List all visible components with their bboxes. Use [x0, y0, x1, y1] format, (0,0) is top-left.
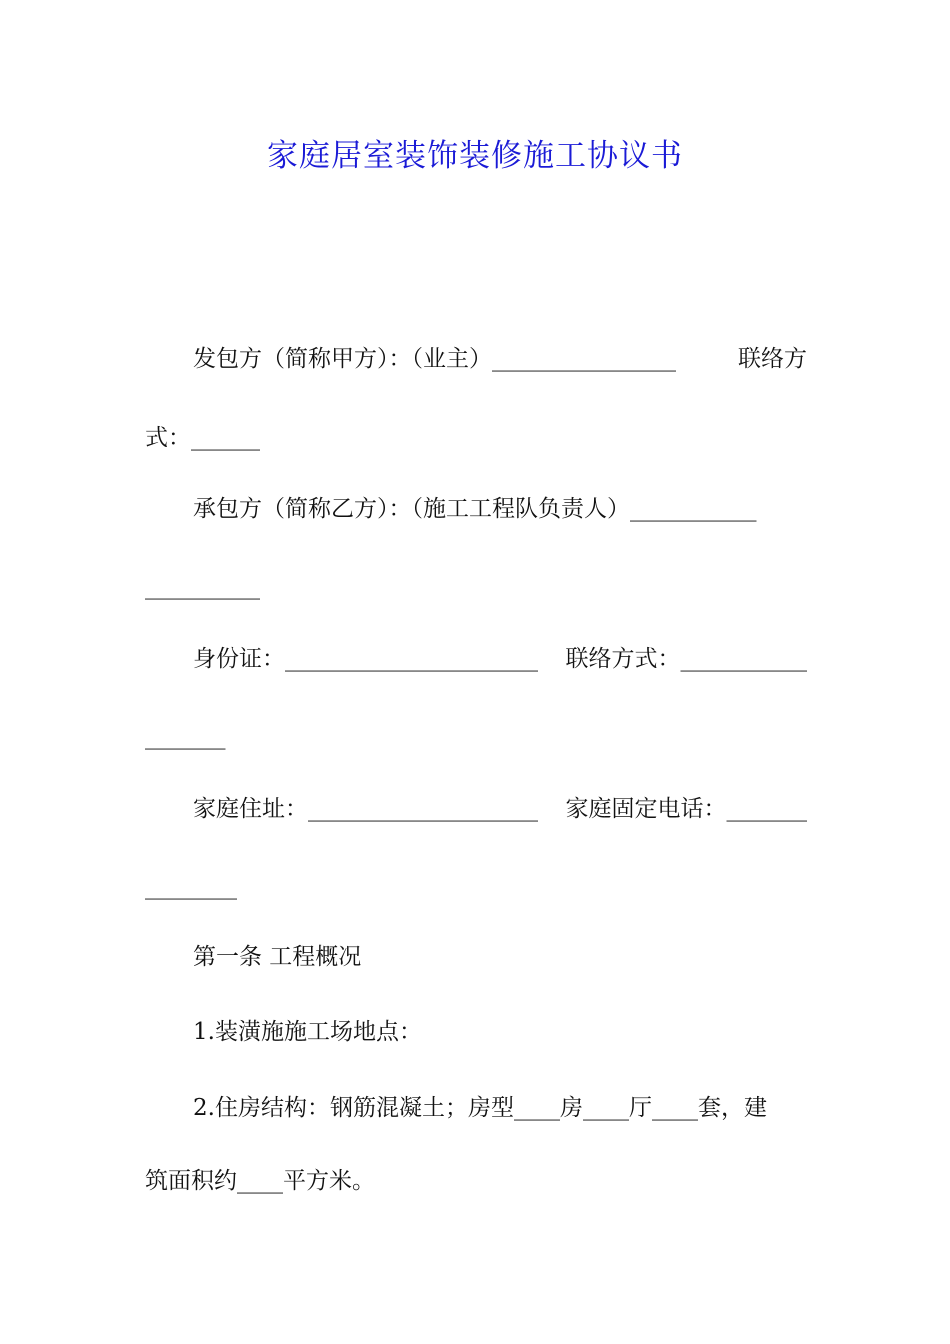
article-1-item-2-line-1: 2.住房结构：钢筋混凝土；房型____房____厅____套，建	[193, 1095, 767, 1121]
article-1-heading: 第一条 工程概况	[193, 944, 362, 970]
document-title: 家庭居室装饰装修施工协议书	[267, 138, 683, 174]
article-1-item-2-line-2: 筑面积约____平方米。	[145, 1168, 375, 1194]
party-a-label: 发包方（简称甲方）：（业主）________________	[193, 346, 676, 372]
home-address-label: 家庭住址：____________________	[193, 796, 538, 822]
party-b-line-2: __________	[145, 574, 260, 600]
party-b-line-1: 承包方（简称乙方）：（施工工程队负责人）___________	[193, 496, 757, 522]
id-card-line-2: _______	[145, 724, 226, 750]
party-a-contact-label: 联络方	[738, 346, 807, 372]
party-a-line-2: 式：______	[145, 425, 260, 451]
id-card-label: 身份证：______________________	[193, 646, 538, 672]
address-line-2: ________	[145, 874, 237, 900]
address-line-1	[193, 794, 807, 824]
home-phone-label: 家庭固定电话：_______	[565, 796, 807, 822]
party-a-line-1	[193, 344, 807, 374]
contact-label: 联络方式：___________	[565, 646, 807, 672]
id-card-line-1	[193, 644, 807, 674]
article-1-item-1: 1.装潢施施工场地点：	[193, 1019, 422, 1045]
